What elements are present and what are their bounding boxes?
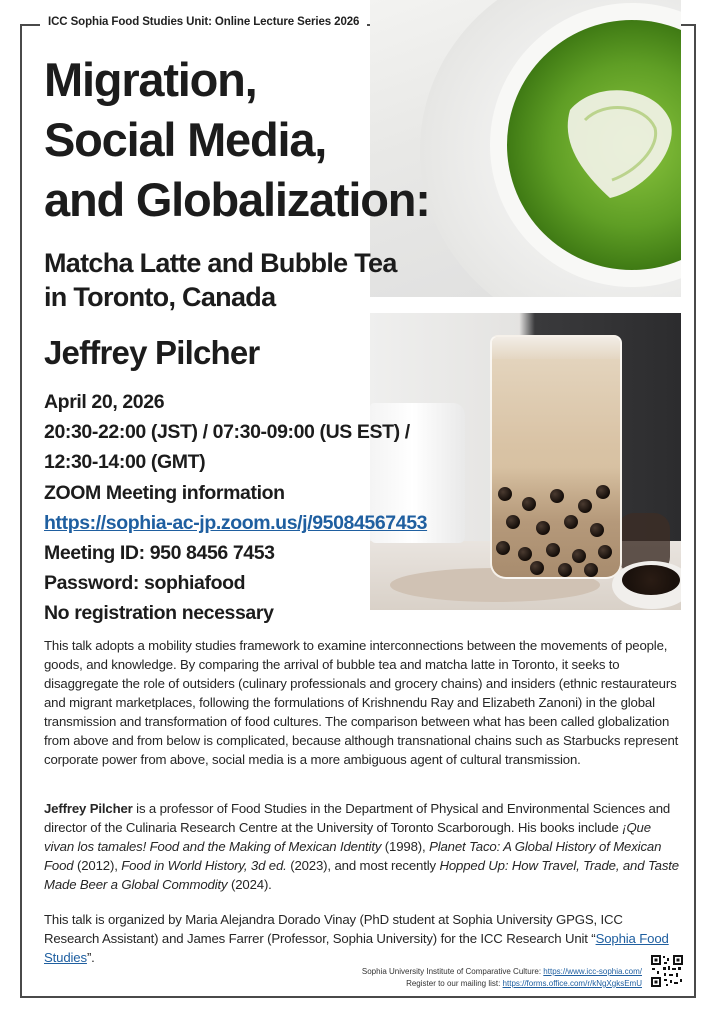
event-info	[44, 387, 464, 629]
footer-links: Sophia University Institute of Comparative Culture: https://www.icc-sophia.com/ Register to our mailing list: https://forms.office.com/r/kNgXgksEmU	[361, 967, 642, 988]
title-line-1: Migration,	[44, 53, 257, 106]
bio-name: Jeffrey Pilcher	[44, 801, 133, 816]
zoom-heading: ZOOM Meeting information	[44, 481, 285, 504]
qr-code-graphic	[650, 954, 684, 988]
zoom-link[interactable]: https://sophia-ac-jp.zoom.us/j/95084567453	[44, 511, 428, 534]
organizers-paragraph: This talk is organized by Maria Alejandra Dorado Vinay (PhD student at Sophia University GPGS, ICC Research Assistant) and James Farrer (Professor, Sophia University) for the ICC Research Unit “Sophia Food Studies”.	[44, 912, 669, 965]
meeting-password: Password: sophiafood	[44, 572, 246, 595]
event-time-1: 20:30-22:00 (JST) / 07:30-09:00 (US EST) /	[44, 421, 410, 444]
event-date: April 20, 2026	[44, 391, 165, 413]
qr-code[interactable]	[650, 954, 684, 988]
mailing-list-link[interactable]: https://forms.office.com/r/kNgXgksEmU	[502, 979, 642, 988]
meeting-id: Meeting ID: 950 8456 7453	[44, 542, 275, 565]
bubble-tea-glass	[490, 335, 622, 579]
bio-paragraph: Jeffrey Pilcher is a professor of Food Studies in the Department of Physical and Environmental Sciences and director of the Culinaria Research Centre at the University of Toronto Scarborough. His books include ¡Que vivan los tamales! Food and the Making of Mexican Identity (1998), Planet Taco: A Global History of Mexican Food (2012), Food in World History, 3d ed. (2023), and most recently Hopped Up: How Travel, Trade, and Taste Made Beer a Global Commodity (2024).	[44, 801, 679, 892]
bowl-pearls	[622, 565, 680, 595]
speaker-name: Jeffrey Pilcher	[44, 334, 260, 371]
registration-note: No registration necessary	[44, 602, 274, 625]
book-title-1: ¡Que vivan los tamales! Food and the Making of Mexican Identity	[44, 820, 651, 854]
subtitle-line-2: in Toronto, Canada	[44, 282, 276, 312]
subtitle	[44, 246, 504, 314]
icc-website-link[interactable]: https://www.icc-sophia.com/	[543, 967, 642, 976]
book-title-4: Hopped Up: How Travel, Trade, and Taste Made Beer a Global Commodity	[44, 858, 679, 892]
sophia-food-studies-link[interactable]: Sophia Food Studies	[44, 931, 669, 965]
abstract-paragraph: This talk adopts a mobility studies framework to examine interconnections between the movements of people, goods, and knowledge. By comparing the arrival of bubble tea and matcha latte in Toronto, it seeks to disaggregate the role of outsiders (culinary professionals and grocery chains) and insiders (ethnic restaurateurs and migrant marketplaces, following the formulations of Krishnendu Ray and Elizabeth Zanoni) in the global transmission and transformation of food cultures. The comparison between what has been called globalization from above and from below is complicated, because although transnational chains such as Starbucks represent corporate power from above, social media is a more ambiguous agent of cultural transmission.	[44, 638, 679, 767]
book-title-2: Planet Taco: A Global History of Mexican Food	[44, 839, 662, 873]
event-time-2: 12:30-14:00 (GMT)	[44, 451, 206, 474]
title-line-3: and Globalization:	[44, 173, 430, 226]
book-title-3: Food in World History, 3d ed.	[121, 858, 287, 873]
milk-foam	[492, 337, 620, 359]
series-label: ICC Sophia Food Studies Unit: Online Lecture Series 2026	[40, 16, 367, 28]
subtitle-line-1: Matcha Latte and Bubble Tea	[44, 248, 397, 278]
main-title	[44, 50, 564, 230]
title-line-2: Social Media,	[44, 113, 327, 166]
